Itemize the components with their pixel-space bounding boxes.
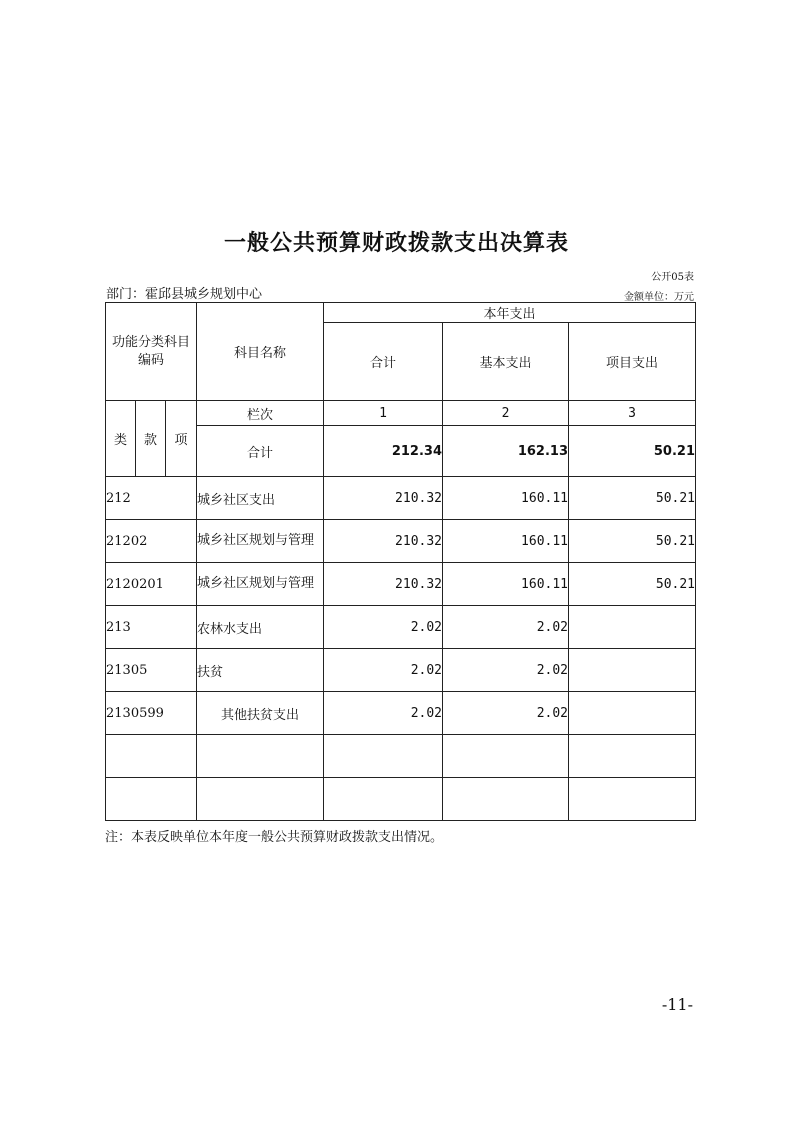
- empty-row: [106, 735, 696, 778]
- xiang-header: 项: [166, 401, 197, 477]
- table-row: [106, 649, 696, 692]
- row-code: 2120201: [106, 563, 197, 606]
- table-row: [106, 477, 696, 520]
- col1-number: 1: [324, 401, 443, 426]
- row-total: 210.32: [324, 520, 443, 563]
- table-row: [106, 606, 696, 649]
- empty-cell: [569, 778, 696, 821]
- row-project: 50.21: [569, 477, 696, 520]
- row-project: [569, 692, 696, 735]
- row-total: 210.32: [324, 477, 443, 520]
- row-name: 扶贫: [197, 649, 324, 692]
- row-project: [569, 649, 696, 692]
- column-order-label: 栏次: [197, 401, 324, 426]
- row-total: 210.32: [324, 563, 443, 606]
- empty-cell: [197, 735, 324, 778]
- total-row-total: 212.34: [324, 426, 443, 477]
- empty-cell: [106, 778, 197, 821]
- row-basic: 160.11: [443, 563, 569, 606]
- empty-cell: [443, 778, 569, 821]
- table-row: [106, 520, 696, 563]
- row-name: 城乡社区规划与管理: [197, 563, 324, 606]
- header-row-1: [106, 303, 696, 323]
- total-row-label: 合计: [197, 426, 324, 477]
- row-project: 50.21: [569, 563, 696, 606]
- row-basic: 160.11: [443, 520, 569, 563]
- form-number: 公开05表: [651, 272, 694, 283]
- year-expense-header: 本年支出: [324, 303, 696, 323]
- row-total: 2.02: [324, 692, 443, 735]
- department-label: 部门：霍邱县城乡规划中心: [106, 287, 263, 302]
- row-code: 2130599: [106, 692, 197, 735]
- empty-cell: [106, 735, 197, 778]
- page-number: -11-: [661, 995, 693, 1014]
- unit-label: 金额单位：万元: [624, 292, 694, 303]
- code-header: 功能分类科目编码: [106, 303, 197, 401]
- row-name: 农林水支出: [197, 606, 324, 649]
- empty-cell: [324, 735, 443, 778]
- kuan-header: 款: [136, 401, 166, 477]
- budget-table: [105, 302, 696, 821]
- col2-number: 2: [443, 401, 569, 426]
- empty-cell: [569, 735, 696, 778]
- row-code: 21305: [106, 649, 197, 692]
- row-basic: 2.02: [443, 692, 569, 735]
- row-name: 城乡社区支出: [197, 477, 324, 520]
- row-code: 212: [106, 477, 197, 520]
- empty-cell: [443, 735, 569, 778]
- row-basic: 2.02: [443, 606, 569, 649]
- total-row-basic: 162.13: [443, 426, 569, 477]
- table-note: 注：本表反映单位本年度一般公共预算财政拨款支出情况。: [105, 830, 444, 845]
- empty-cell: [324, 778, 443, 821]
- name-header: 科目名称: [197, 303, 324, 401]
- row-code: 213: [106, 606, 197, 649]
- row-project: 50.21: [569, 520, 696, 563]
- table-row: [106, 563, 696, 606]
- basic-header: 基本支出: [443, 323, 569, 401]
- table-row: [106, 692, 696, 735]
- row-project: [569, 606, 696, 649]
- col3-number: 3: [569, 401, 696, 426]
- project-header: 项目支出: [569, 323, 696, 401]
- row-name: 其他扶贫支出: [197, 692, 324, 735]
- row-name: 城乡社区规划与管理: [197, 520, 324, 563]
- empty-row: [106, 778, 696, 821]
- row-basic: 160.11: [443, 477, 569, 520]
- lei-header: 类: [106, 401, 136, 477]
- total-header: 合计: [324, 323, 443, 401]
- total-row-project: 50.21: [569, 426, 696, 477]
- row-basic: 2.02: [443, 649, 569, 692]
- row-total: 2.02: [324, 649, 443, 692]
- column-order-row: [106, 401, 696, 426]
- row-code: 21202: [106, 520, 197, 563]
- empty-cell: [197, 778, 324, 821]
- row-total: 2.02: [324, 606, 443, 649]
- page-title: 一般公共预算财政拨款支出决算表: [223, 231, 569, 256]
